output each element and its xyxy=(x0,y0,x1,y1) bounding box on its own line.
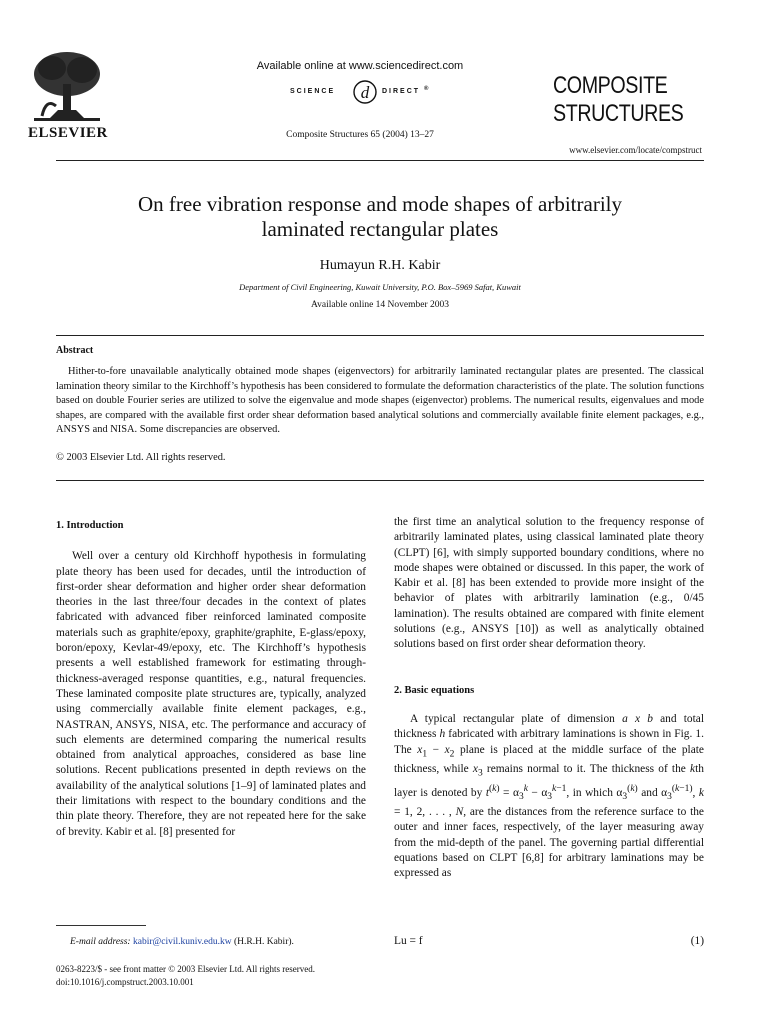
abstract-top-rule xyxy=(56,335,704,336)
author-email-link[interactable]: kabir@civil.kuniv.edu.kw xyxy=(132,937,232,947)
journal-brand: COMPOSITE STRUCTURES xyxy=(553,72,684,127)
publisher-name: ELSEVIER xyxy=(28,125,108,141)
journal-reference: Composite Structures 65 (2004) 13–27 xyxy=(286,130,434,140)
right-column xyxy=(394,515,704,882)
author-affiliation: Department of Civil Engineering, Kuwait University, P.O. Box–5969 Safat, Kuwait xyxy=(239,282,521,292)
available-date: Available online 14 November 2003 xyxy=(310,300,450,310)
author-email-footnote: E-mail address: kabir@civil.kuniv.edu.kw (H.R.H. Kabir). xyxy=(70,937,294,947)
intro-paragraph-1: Well over a century old Kirchhoff hypothesis in formulating plate theory has been used for decades, until the introduction of first-order shear deformation and higher order shear deformation theories in the last three/four decades in the context of plates fabricated with advanced fiber reinforced laminated composite materials such as graphite/epoxy, graphite/graphite, E-glass/epoxy, boron/epoxy, Kevlar-49/epoxy, etc. The Kirchhoff’s hypothesis presents a well established framework for estimating through-thickness-averaged response quantities, e.g., natural frequencies. These laminated composite plate structures are, typically, analyzed using commercially available finite element packages, e.g., NASTRAN, ANSYS, NISA, etc. The performance and accuracy of such elements are determined comparing the numerical results obtained from analytical approaches, considered as base line solutions. Recent publications presented in depth reviews on the availability of the analytical solutions [1–9] of laminated plates and their limitations with respect to the boundary conditions and the thin plate theory. Therefore, they are not repeated here for the sake of brevity. Kabir et al. [8] presented for xyxy=(56,550,366,838)
sciencedirect-logo: SCIENCE d DIRECT ® xyxy=(290,79,430,105)
header-rule xyxy=(56,160,704,161)
equation-number: (1) xyxy=(690,935,704,947)
author-name: Humayun R.H. Kabir xyxy=(319,258,441,273)
at-swirl-icon xyxy=(352,79,378,105)
paper-title: On free vibration response and mode shapes of arbitrarily laminated rectangular plates xyxy=(137,192,622,241)
section-heading-basic-equations: 2. Basic equations xyxy=(394,684,475,696)
abstract-copyright: © 2003 Elsevier Ltd. All rights reserved. xyxy=(56,452,226,463)
left-column xyxy=(56,518,366,840)
abstract-heading: Abstract xyxy=(56,345,94,356)
journal-url[interactable]: www.elsevier.com/locate/compstruct xyxy=(569,145,702,155)
basic-equations-paragraph: A typical rectangular plate of dimension a x b and total thickness h fabricated with arbitrary laminations is shown in Fig. 1. The $x_1 - x_2$ plane is placed at the middle surface of the plate thickness, while $x_3$ remains normal to it. The thickness of the kth layer is denoted by $t^{(k)} = \alpha_3^k - \alpha_3^{k-1}$, in which $\alpha_3^{(k)}$ and $\alpha_3^{(k-1)}$, k = 1, 2, . . . , N, are the distances from the reference surface to the outer and inner faces, respectively, of the layer measuring away from the mid-depth of the panel. The governing partial differential equations based on CLPT [6,8] for arbitrary laminations may be expressed as xyxy=(394,712,704,880)
abstract-bottom-rule xyxy=(56,480,704,481)
footnote-rule xyxy=(56,925,146,926)
intro-paragraph-2: the first time an analytical solution to the frequency response of arbitrarily laminated plates, using classical laminated plate theory (CLPT) [6], with simply supported boundary conditions, where no mode shapes were obtained or discussed. In this paper, the work of Kabir et al. [8] has been extended to provide more insight of the behavior of plates with arbitrarily lamination (e.g., 0/45 lamination). The results obtained are compared with finite element solutions (e.g., ANSYS [10]) as well as analytically obtained solutions based on first order shear deformation theory. xyxy=(394,516,704,651)
front-matter-info: 0263-8223/$ - see front matter © 2003 Elsevier Ltd. All rights reserved. doi:10.1016/j.compstruct.2003.10.001 xyxy=(56,964,316,987)
section-heading-introduction: 1. Introduction xyxy=(56,520,124,531)
abstract-text: Hither-to-fore unavailable analytically obtained mode shapes (eigenvectors) for arbitrarily laminated rectangular plates are presented. The classical lamination theory similar to the Kirchhoff’s hypothesis has been considered to formulate the deformation characteristics of the plate. The solution functions based on double Fourier series are utilized to solve the eigenvalue and mode shapes (eigenvector) problems. The numerical results, eigenvalues and mode shapes, are compared with the available first order shear deformation based analytical solutions and commercially available finite element packages, e.g., ANSYS and NISA. Some discrepancies are observed. xyxy=(56,366,704,435)
available-online-text: Available online at www.sciencedirect.com xyxy=(256,60,464,72)
svg-text:d: d xyxy=(360,83,370,102)
equation-1: Lu = f (1) xyxy=(394,935,704,947)
